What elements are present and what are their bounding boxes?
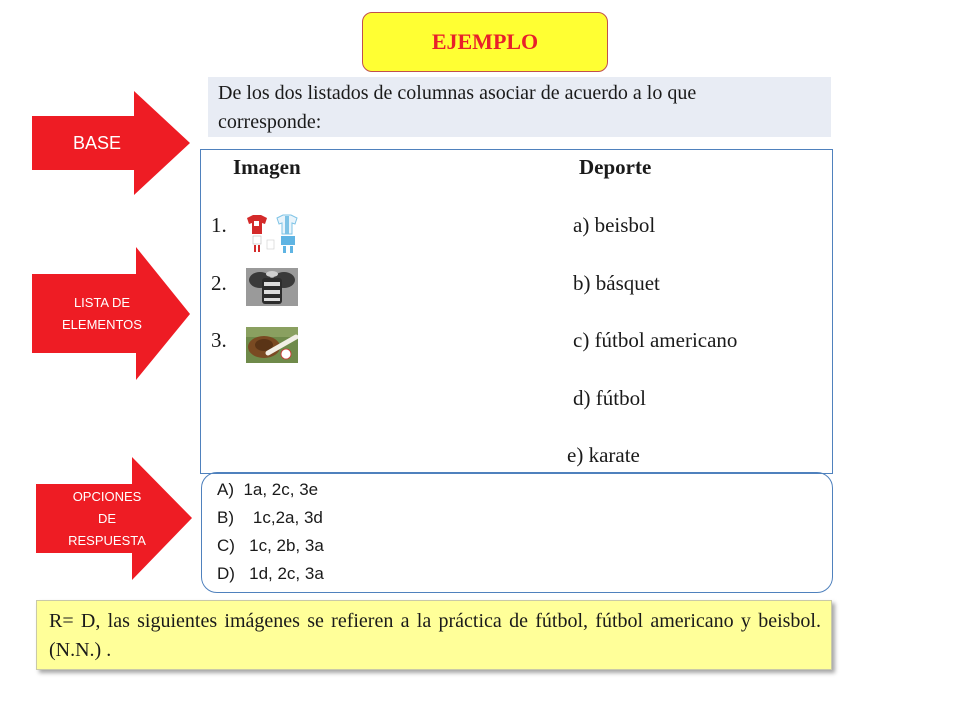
answer-text-a: 1a, 2c, 3e <box>243 480 319 499</box>
answer-text-b: 1c,2a, 3d <box>252 508 323 527</box>
column-header-deporte: Deporte <box>579 155 652 179</box>
image-number-1: 1. <box>211 213 227 237</box>
base-text-line2: corresponde: <box>218 111 322 133</box>
opciones-label-line3: RESPUESTA <box>68 532 146 548</box>
soccer-uniforms-icon <box>243 212 307 254</box>
base-arrow-label: BASE <box>72 132 122 153</box>
opciones-label-line1: OPCIONES <box>72 488 142 504</box>
answer-options-box <box>201 472 833 593</box>
football-shoulder-pads-icon <box>246 268 298 306</box>
opciones-label-line2: DE <box>97 510 117 526</box>
title-text: EJEMPLO <box>431 29 539 54</box>
sport-option-a: a) beisbol <box>573 213 656 237</box>
sport-option-e: e) karate <box>567 443 640 467</box>
sport-option-d: d) fútbol <box>573 386 646 410</box>
opciones-arrow-label <box>36 484 178 553</box>
base-arrow <box>32 91 190 195</box>
lista-label-line1: LISTA DE <box>73 294 131 310</box>
title-box <box>362 12 608 72</box>
sport-option-c: c) fútbol americano <box>573 328 738 352</box>
answer-option-a[interactable] <box>217 480 318 500</box>
answer-option-c[interactable] <box>217 536 324 556</box>
response-text: R= D, las siguientes imágenes se refieren a la práctica de fútbol, fútbol americano y beisbol. (N.N.) . <box>49 610 821 661</box>
answer-option-d[interactable] <box>217 564 324 584</box>
answer-letter-b: B) <box>217 508 234 527</box>
lista-arrow-label <box>32 274 172 353</box>
base-text-line1: De los dos listados de columnas asociar de acuerdo a lo que <box>218 82 697 104</box>
answer-option-b[interactable] <box>217 508 323 528</box>
answer-text-d: 1d, 2c, 3a <box>249 564 324 583</box>
lista-arrow <box>32 247 190 380</box>
response-box <box>36 600 832 670</box>
answer-letter-d: D) <box>217 564 235 583</box>
baseball-glove-bat-icon <box>246 327 298 363</box>
lista-label-line2: ELEMENTOS <box>62 316 142 332</box>
base-instruction-box <box>208 77 831 137</box>
column-header-imagen: Imagen <box>233 155 301 179</box>
answer-letter-c: C) <box>217 536 235 555</box>
element-list-box <box>200 149 833 474</box>
answer-letter-a: A) <box>217 480 234 499</box>
image-number-2: 2. <box>211 271 227 295</box>
image-number-3: 3. <box>211 328 227 352</box>
answer-text-c: 1c, 2b, 3a <box>249 536 324 555</box>
opciones-arrow <box>36 457 192 580</box>
sport-option-b: b) básquet <box>573 271 660 295</box>
